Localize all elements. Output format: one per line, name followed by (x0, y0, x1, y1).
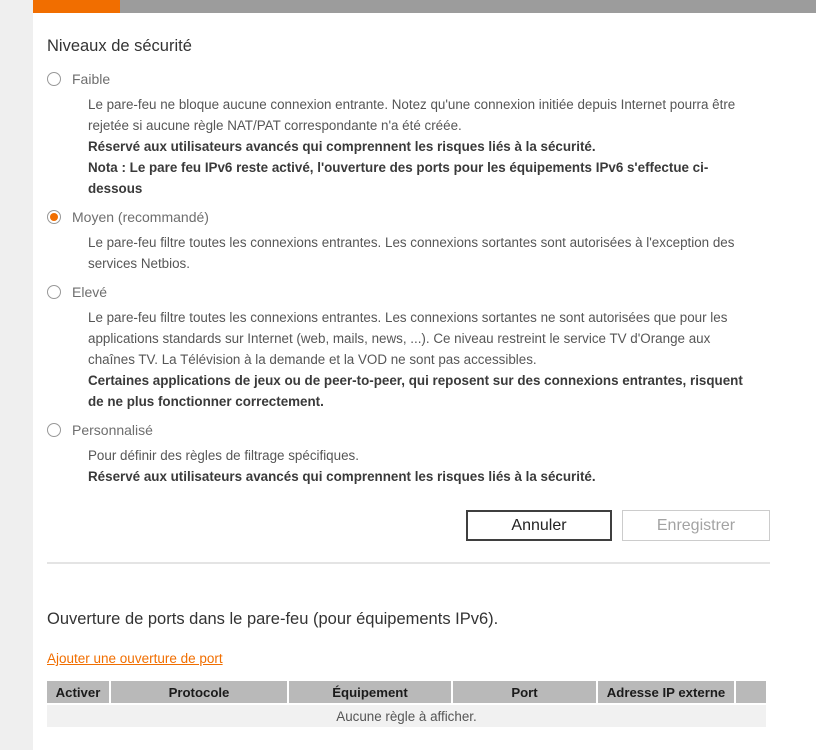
radio-dot (50, 213, 58, 221)
empty-table-message: Aucune règle à afficher. (47, 705, 766, 727)
table-header-row (47, 681, 766, 703)
option-description (88, 232, 770, 274)
security-level-options (47, 71, 770, 487)
column-header-activer: Activer (47, 681, 109, 703)
option-personnalise (47, 422, 770, 487)
radio-label-moyen[interactable]: Moyen (recommandé) (72, 209, 209, 225)
radio-button-personnalise[interactable] (47, 423, 61, 437)
ports-table (45, 679, 768, 729)
description-line: services Netbios. (88, 256, 190, 271)
column-header-adresse-ip: Adresse IP externe (598, 681, 734, 703)
page-title: Niveaux de sécurité (47, 37, 192, 55)
description-line-bold: dessous (88, 181, 143, 196)
description-line: Le pare-feu filtre toutes les connexions entrantes. Les connexions sortantes sont autorisées à l'exception des (88, 235, 735, 250)
column-header-protocole: Protocole (111, 681, 287, 703)
option-description (88, 94, 770, 199)
description-line: Le pare-feu filtre toutes les connexions entrantes. Les connexions sortantes ne sont autorisées que pour les (88, 310, 728, 325)
radio-button-moyen[interactable] (47, 210, 61, 224)
main-content (47, 13, 770, 729)
active-tab-indicator[interactable] (33, 0, 120, 13)
description-line-bold: Réservé aux utilisateurs avancés qui comprennent les risques liés à la sécurité. (88, 469, 596, 484)
ports-section-title: Ouverture de ports dans le pare-feu (pour équipements IPv6). (47, 610, 499, 628)
radio-row-personnalise[interactable] (47, 422, 770, 438)
description-line-bold: Nota : Le pare feu IPv6 reste activé, l'ouverture des ports pour les équipements IPv6 s'effectue ci- (88, 160, 709, 175)
cancel-button[interactable]: Annuler (466, 510, 612, 541)
description-line: Le pare-feu ne bloque aucune connexion entrante. Notez qu'une connexion initiée depuis Internet pourra être (88, 97, 736, 112)
radio-row-moyen[interactable] (47, 209, 770, 225)
radio-label-personnalise[interactable]: Personnalisé (72, 422, 153, 438)
option-moyen (47, 209, 770, 274)
description-line: chaînes TV. La Télévision à la demande et la VOD ne sont pas accessibles. (88, 352, 537, 367)
radio-label-eleve[interactable]: Elevé (72, 284, 108, 300)
description-line: rejetée si aucune règle NAT/PAT correspondante n'a été créée. (88, 118, 462, 133)
option-description (88, 445, 770, 487)
description-line-bold: Certaines applications de jeux ou de peer-to-peer, qui reposent sur des connexions entrantes, risquent (88, 373, 743, 388)
description-line: applications standards sur Internet (web, mails, news, ...). Ce niveau restreint le service TV d'Orange aux (88, 331, 711, 346)
table-empty-row (47, 705, 766, 727)
option-description (88, 307, 770, 412)
radio-row-eleve[interactable] (47, 284, 770, 300)
description-line-bold: Réservé aux utilisateurs avancés qui comprennent les risques liés à la sécurité. (88, 139, 596, 154)
description-line-bold: de ne plus fonctionner correctement. (88, 394, 324, 409)
radio-button-faible[interactable] (47, 72, 61, 86)
option-faible (47, 71, 770, 199)
top-tab-bar (33, 0, 816, 13)
radio-row-faible[interactable] (47, 71, 770, 87)
left-margin-strip (0, 0, 33, 750)
column-header-equipement: Équipement (289, 681, 451, 703)
option-eleve (47, 284, 770, 412)
section-divider (47, 562, 770, 564)
radio-label-faible[interactable]: Faible (72, 71, 111, 87)
description-line: Pour définir des règles de filtrage spécifiques. (88, 448, 359, 463)
save-button[interactable]: Enregistrer (622, 510, 770, 541)
column-header-port: Port (453, 681, 596, 703)
form-buttons (47, 510, 770, 541)
add-port-link[interactable]: Ajouter une ouverture de port (47, 651, 223, 666)
column-header-actions (736, 681, 766, 703)
radio-button-eleve[interactable] (47, 285, 61, 299)
